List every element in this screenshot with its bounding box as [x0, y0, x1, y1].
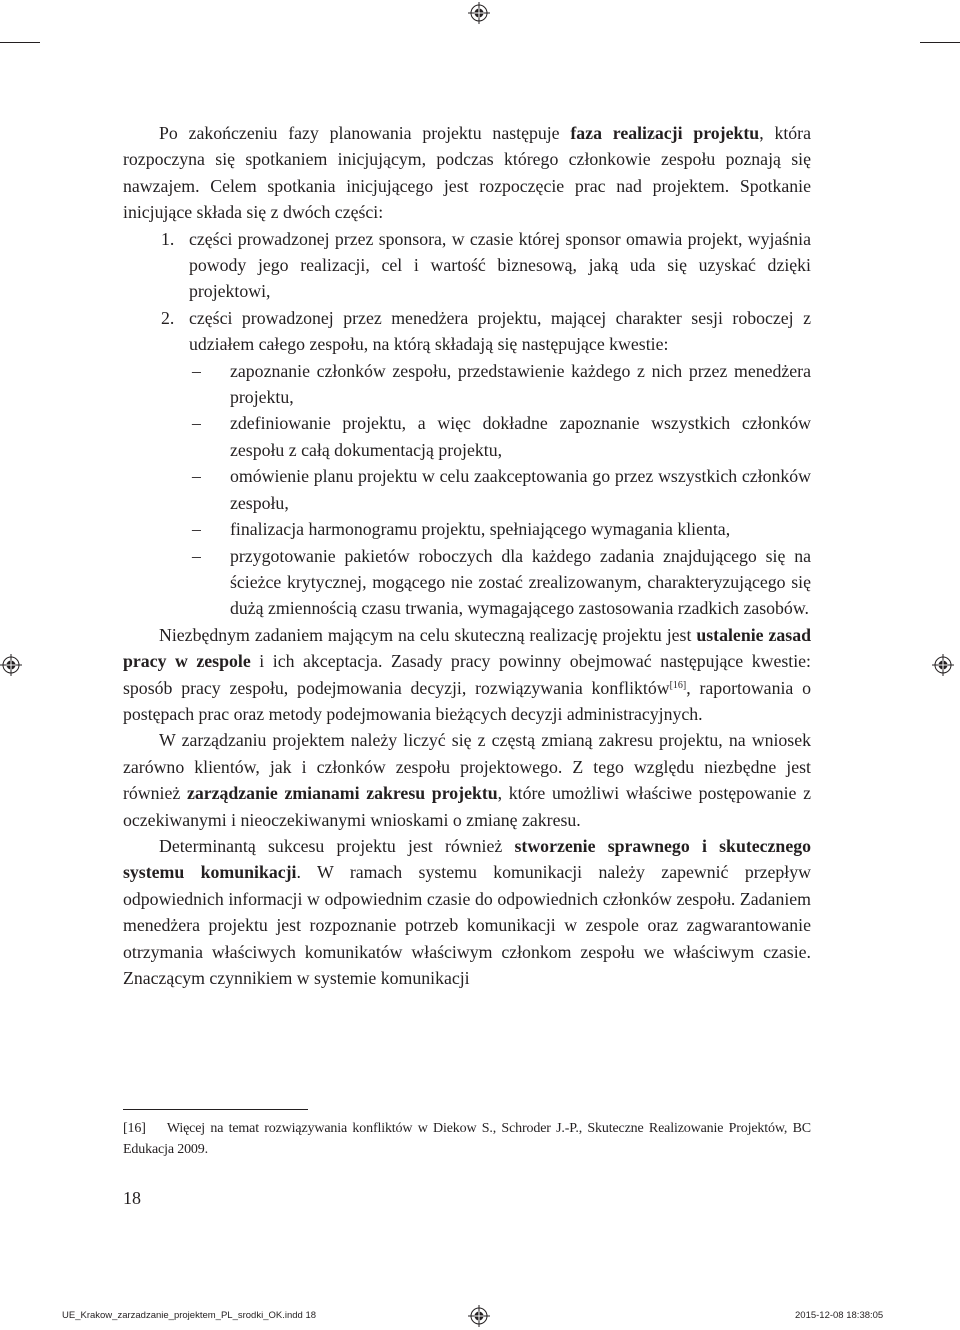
- text-run: Determinantą sukcesu projektu jest również: [159, 835, 515, 856]
- text-run: Niezbędnym zadaniem mającym na celu skuteczną realizację projektu jest: [159, 624, 697, 645]
- dash-list-item: [123, 516, 811, 542]
- list-item-text: części prowadzonej przez sponsora, w czasie której sponsor omawia projekt, wyjaśnia powody jego realizacji, cel i wartość biznesową, jaką uda się uzyskać dzięki projektowi,: [189, 228, 811, 302]
- printer-slug: [0, 1306, 960, 1326]
- footnote-text: Więcej na temat rozwiązywania konfliktów w Diekow S., Schroder J.-P., Skuteczne Realizowanie Projektów, BC Edukacja 2009.: [123, 1121, 811, 1157]
- dash-list-item: [123, 463, 811, 516]
- text-run: W zarządzaniu projektem należy liczyć się z częstą zmianą zakresu projektu, na wniosek zarówno klientów, jak i członków zespołu projektowego. Z tego względu niezbędne jest również: [123, 730, 811, 804]
- list-item-text: części prowadzonej przez menedżera projektu, mającej charakter sesji roboczej z udziałem całego zespołu, na którą składają się następujące kwestie:: [189, 307, 811, 355]
- text-run: Po zakończeniu fazy planowania projektu następuje: [159, 123, 571, 143]
- footnote-reference[interactable]: [16]: [669, 679, 687, 691]
- list-item-text: zdefiniowanie projektu, a więc dokładne zapoznanie wszystkich członków zespołu z całą dokumentacją projektu,: [230, 413, 811, 460]
- dash-list-item: [123, 358, 811, 411]
- dash-bullet: –: [192, 545, 201, 566]
- dash-bullet: –: [192, 466, 201, 487]
- slug-datetime: 2015-12-08 18:38:05: [795, 1310, 884, 1321]
- list-item-text: przygotowanie pakietów roboczych dla każdego zadania znajdującego się na ścieżce krytycznej, mogącego nie zostać zrealizowanym, charakteryzującego się dużą zmiennością czasu trwania, wymagającego zastosowania rzadkich zasobów.: [230, 545, 811, 619]
- numbered-list-item: [123, 226, 811, 305]
- dash-list-item: [123, 410, 811, 463]
- list-number: 2.: [161, 307, 175, 328]
- numbered-list-item: [123, 305, 811, 358]
- registration-mark-icon: [932, 654, 954, 676]
- text-run: , raportowania o postępach prac oraz metody podejmowania bieżących decyzji administracyjnych.: [123, 677, 811, 724]
- paragraph-intro: [123, 120, 811, 226]
- bold-term: faza realizacji projektu: [570, 123, 760, 143]
- dash-list-item: [123, 543, 811, 622]
- list-item-text: zapoznanie członków zespołu, przedstawienie każdego z nich przez menedżera projektu,: [230, 360, 811, 408]
- footnote-separator: [123, 1109, 308, 1110]
- paragraph-work-rules: [123, 622, 811, 728]
- dash-bullet: –: [192, 413, 201, 434]
- registration-mark-icon: [0, 654, 22, 676]
- list-item-text: finalizacja harmonogramu projektu, spełniającego wymagania klienta,: [230, 519, 731, 540]
- text-run: , która rozpoczyna się spotkaniem inicjującym, podczas którego członkowie zespołu poznają się nawzajem. Celem spotkania inicjującego jest rozpoczęcie prac nad projektem. Spotkanie inicjujące składa się z dwóch części:: [123, 123, 811, 223]
- paragraph-scope-changes: [123, 727, 811, 833]
- list-number: 1.: [161, 228, 175, 249]
- dash-bullet: –: [192, 519, 201, 540]
- registration-mark-icon: [468, 2, 490, 24]
- dash-bullet: –: [192, 360, 201, 381]
- slug-filename: UE_Krakow_zarzadzanie_projektem_PL_srodki_OK.indd 18: [62, 1310, 317, 1321]
- list-item-text: omówienie planu projektu w celu zaakceptowania go przez wszystkich członków zespołu,: [230, 466, 811, 513]
- text-run: , które umożliwi właściwe postępowanie z oczekiwanymi i nieoczekiwanymi wnioskami o zmianę zakresu.: [123, 783, 811, 830]
- page-number: 18: [123, 1188, 141, 1208]
- bold-term: stworzenie sprawnego i skutecznego systemu komunikacji: [123, 835, 811, 883]
- bold-term: ustalenie zasad pracy w zespole: [123, 624, 811, 672]
- bold-term: zarządzanie zmianami zakresu projektu: [186, 783, 498, 804]
- text-run: i ich akceptacja. Zasady pracy powinny obejmować następujące kwestie: sposób pracy zespołu, podejmowania decyzji, rozwiązywania konfliktów: [123, 651, 811, 698]
- footnote: [123, 1118, 811, 1160]
- footnote-marker: [16]: [123, 1121, 146, 1136]
- paragraph-communication: [123, 833, 811, 991]
- text-run: . W ramach systemu komunikacji należy zapewnić przepływ odpowiednich informacji w odpowiednim czasie do odpowiednich członków zespołu. Zadaniem menedżera projektu jest rozpoznanie potrzeb komunikacji w zespole oraz zagwarantowanie otrzymania właściwych komunikatów właściwym członkom zespołu we właściwym czasie. Znaczącym czynnikiem w systemie komunikacji: [123, 862, 811, 988]
- body-text: [123, 120, 811, 991]
